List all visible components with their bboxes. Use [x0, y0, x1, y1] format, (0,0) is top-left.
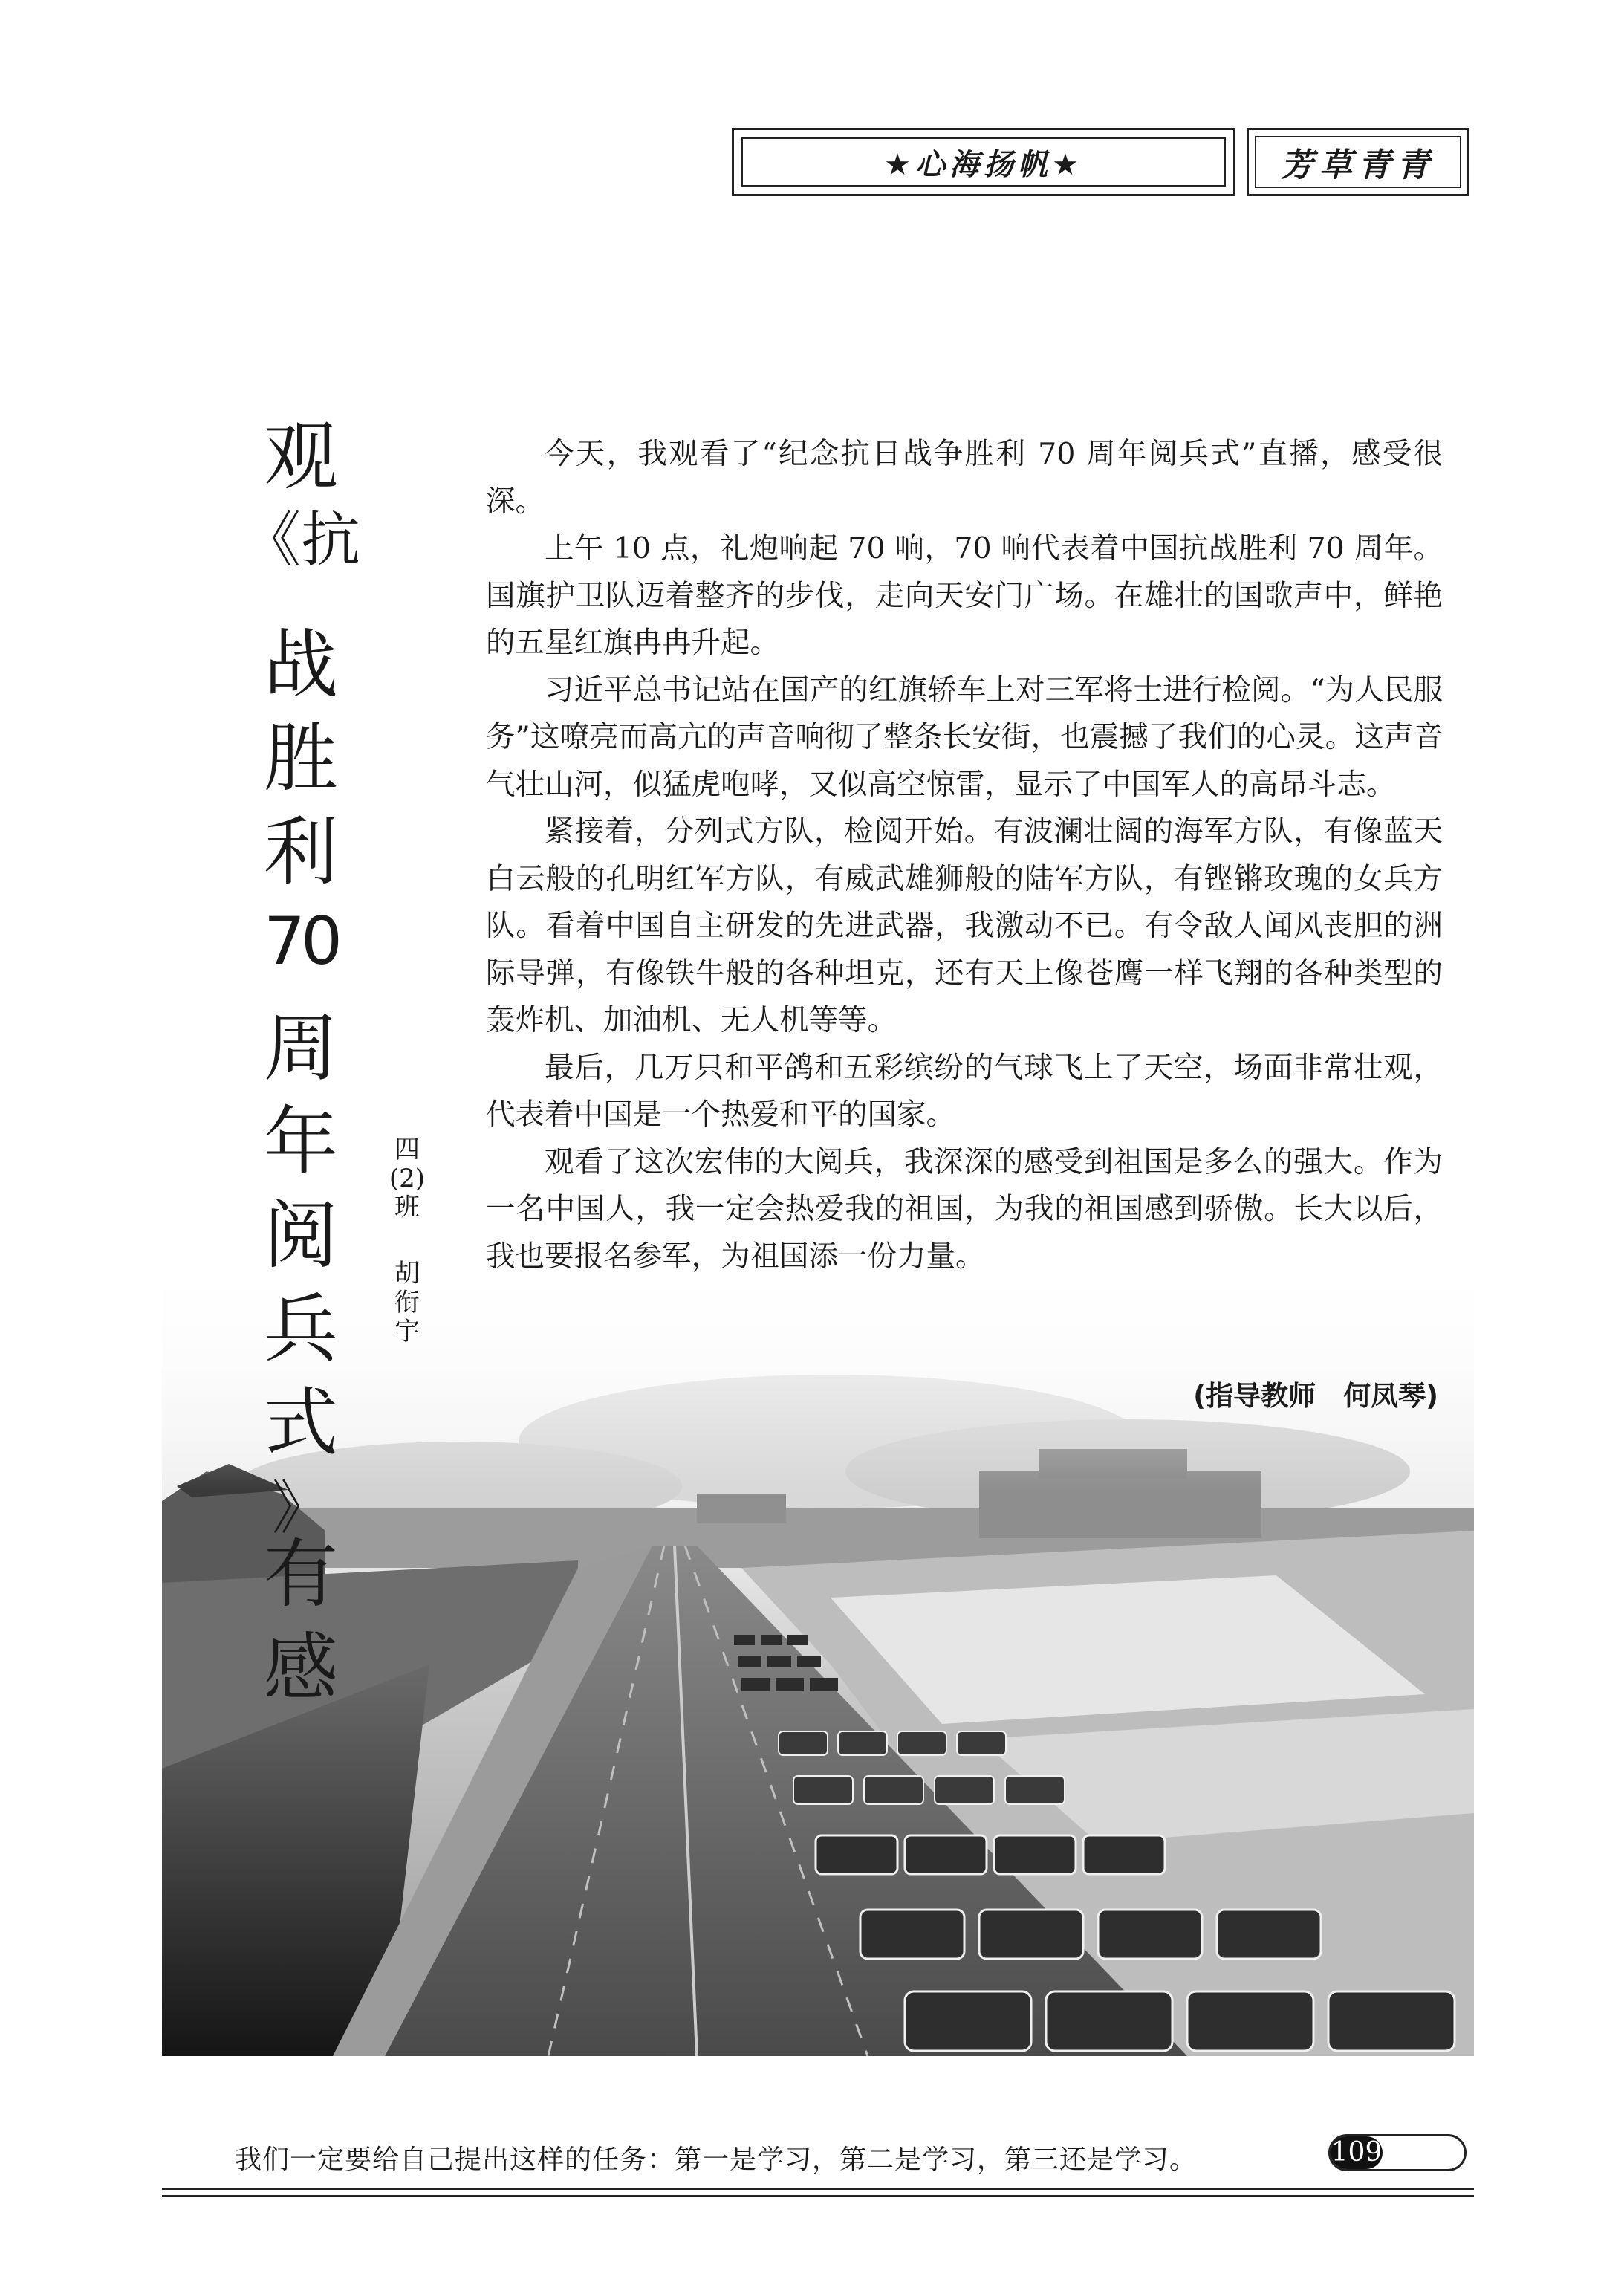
- byline: [385, 1135, 429, 1347]
- title-glyph: 感: [264, 1624, 338, 1711]
- article-body: [486, 431, 1443, 1280]
- article-paragraph: 紧接着，分列式方队，检阅开始。有波澜壮阔的海军方队，有像蓝天白云般的孔明红军方队，有威武雄狮般的陆军方队，有铿锵玫瑰的女兵方队。看着中国自主研发的先进武器，我激动不已。有令敌人闻风丧胆的洲际导弹，有像铁牛般的各种坦克，还有天上像苍鹰一样飞翔的各种类型的轰炸机、加油机、无人机等等。: [486, 814, 1443, 1037]
- article-paragraph: 习近平总书记站在国产的红旗轿车上对三军将士进行检阅。“为人民服务”这嘹亮而高亢的声音响彻了整条长安街，也震撼了我们的心灵。这声音气壮山河，似猛虎咆哮，又似高空惊雷，显示了中国军人的高昂斗志。: [486, 672, 1443, 802]
- title-glyph: 有: [264, 1531, 338, 1618]
- article-paragraph: 观看了这次宏伟的大阅兵，我深深的感受到祖国是多么的强大。作为一名中国人，我一定会热爱我的祖国，为我的祖国感到骄傲。长大以后，我也要报名参军，为祖国添一份力量。: [486, 1144, 1443, 1274]
- title-glyph: 兵: [264, 1286, 338, 1372]
- article-paragraph: 今天，我观看了“纪念抗日战争胜利 70 周年阅兵式”直播，感受很深。: [486, 437, 1443, 519]
- title-glyph: 《抗: [241, 505, 360, 574]
- footer-quote: 我们一定要给自己提出这样的任务：第一是学习，第二是学习，第三还是学习。: [235, 2145, 1198, 2175]
- column-header-box: [1247, 128, 1469, 196]
- column-header-label: 芳草青青: [1255, 136, 1461, 188]
- title-glyph: 周: [264, 1005, 338, 1092]
- title-glyph: 胜: [264, 715, 338, 802]
- page-number-badge: [1328, 2134, 1467, 2171]
- parade-photo: [162, 1248, 1474, 2056]
- article-paragraph: 上午 10 点，礼炮响起 70 响，70 响代表着中国抗战胜利 70 周年。国旗护卫队迈着整齐的步伐，走向天安门广场。在雄壮的国歌声中，鲜艳的五星红旗冉冉升起。: [486, 531, 1443, 660]
- title-glyph: 利: [264, 808, 338, 895]
- teacher-credit: (指导教师 何凤琴): [1193, 1380, 1438, 1412]
- footer-rule: [162, 2195, 1474, 2197]
- author-name: 胡衔宇: [394, 1259, 420, 1347]
- title-glyph: 战: [264, 621, 338, 708]
- author-class: 四(2)班: [389, 1135, 426, 1223]
- title-glyph: 观: [264, 413, 338, 500]
- article-title: [241, 413, 360, 1725]
- title-glyph: 70: [264, 903, 338, 979]
- title-glyph: 式: [264, 1379, 338, 1466]
- article-paragraph: 最后，几万只和平鸽和五彩缤纷的气球飞上了天空，场面非常壮观，代表着中国是一个热爱和平的国家。: [486, 1050, 1443, 1132]
- section-header-box: [732, 128, 1235, 196]
- section-header-label: ★心海扬帆★: [741, 137, 1226, 187]
- title-glyph: 阅: [264, 1192, 338, 1279]
- footer-rule: [162, 2188, 1474, 2190]
- page-number: 109: [1331, 2137, 1383, 2168]
- title-glyph: 》: [271, 1475, 330, 1542]
- title-glyph: 年: [264, 1098, 338, 1185]
